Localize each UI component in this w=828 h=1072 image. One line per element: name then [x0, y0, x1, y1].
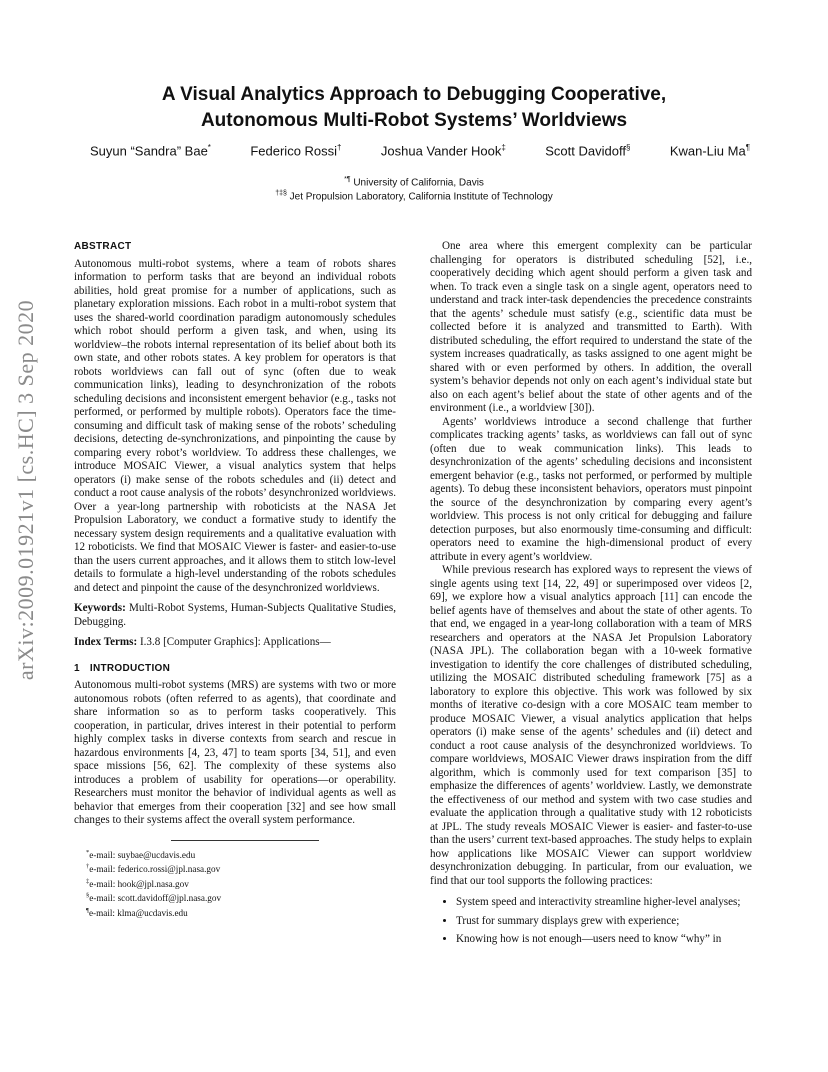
- footnote: ¶e-mail: klma@ucdavis.edu: [86, 907, 188, 919]
- author: Scott Davidoff§: [545, 143, 631, 159]
- affiliation-jpl: †‡§ Jet Propulsion Laboratory, California Institute of Technology: [275, 190, 553, 203]
- footnote: *e-mail: suybae@ucdavis.edu: [86, 848, 196, 860]
- list-item: • Trust for summary displays grew with experience;: [456, 915, 752, 929]
- left-column: [74, 240, 396, 920]
- abstract-heading: ABSTRACT: [74, 241, 132, 252]
- arxiv-sidebar-stamp: [6, 280, 46, 700]
- body-paragraph-distributed-scheduling: One area where this emergent complexity can be particular challenging for operators is distributed scheduling [52], i.e., cooperatively deciding which agent should perform a given task and when. To track even a single task on a single agent, operators need to understand and track inter-task dependencies the precedence constraints that the agents’ schedule must satisfy (e.g., scientific data must be collected before it is analyzed and transmitted to Earth). With distributed scheduling, the effort required to understand the state of the system increases quadratically, as tasks assigned to one agent might be shared with or even performed by others. In addition, the overall system’s behavior depends not only on each agent’s individual state but also on each agent’s belief about the state of other agents and of the environment (i.e., a worldview [30]).: [430, 240, 752, 414]
- author-list: [90, 143, 750, 158]
- footnote-divider: [171, 840, 319, 841]
- footnote: §e-mail: scott.davidoff@jpl.nasa.gov: [86, 892, 222, 904]
- list-item: • System speed and interactivity streamline higher-level analyses;: [456, 896, 752, 910]
- body-paragraph-visual-analytics: While previous research has explored ways to represent the views of single agents using text [14, 22, 49] or superimposed over videos [2, 69], we explore how a visual analytics approach [11] can encode the belief agents have of themselves and about the state of other agents. To that end, we engaged in a year-long collaboration with a team of MRS researchers and operators at the NASA Jet Propulsion Laboratory (NASA JPL). The collaboration began with a 10-week formative investigation to identify the core challenges of distributed scheduling, utilizing the MOSAIC distributed scheduling framework [75] as a laboratory to explore this objective. This work was followed by six months of iterative co-design with a core MOSAIC team member to produce MOSAIC Viewer, a visual analytics application that helps operators (i) make sense of the agents’ schedules and (ii) detect and conduct a root cause analysis of the desynchronized worldviews. To compare worldviews, MOSAIC Viewer draws inspiration from the diff algorithm, which is commonly used for text comparison [35] to emphasize the differences of agents’ worldview. Lastly, we demonstrate the effectiveness of our method and system with two case studies and evaluate the application through a qualitative study with 12 roboticists at JPL. The study reveals MOSAIC Viewer is easier- and faster-to-use than the users’ current text-based approaches. The study helps to explain how applications like MOSAIC Viewer can support worldview desynchronization debugging. In particular, from our evaluation, we find that our tool supports the following practices:: [430, 564, 752, 887]
- right-column: [430, 240, 752, 952]
- list-item: • Knowing how is not enough—users need to know “why” in: [456, 933, 752, 947]
- author: Federico Rossi†: [250, 143, 342, 159]
- body-paragraph-worldviews: Agents’ worldviews introduce a second challenge that further complicates tracking agents’ tasks, as worldviews can fall out of sync (often due to weak communication links). This leads to desynchronization of the agents’ scheduling decisions and inconsistent emergent behavior (e.g., tasks not performed, or performed by multiple agents). To debug these inconsistent behaviors, operators must pinpoint the source of the desynchronization by comparing every agent’s worldview. This process is not only critical for debugging and failure detection purposes, but also enormously time-consuming and difficult: operators need to examine the high-dimensional product of every attribute in every agent’s worldview.: [430, 415, 752, 563]
- footnote: †e-mail: federico.rossi@jpl.nasa.gov: [86, 863, 221, 875]
- introduction-heading: 1 INTRODUCTION: [74, 662, 171, 674]
- index-terms: Index Terms: I.3.8 [Computer Graphics]: Applications—: [74, 636, 331, 648]
- practices-list: [430, 896, 752, 947]
- affiliation-ucdavis: *¶ University of California, Davis: [344, 176, 484, 189]
- paper-title: [0, 82, 828, 134]
- abstract-text: Autonomous multi-robot systems, where a team of robots shares information to perform tasks that are beyond an individual robots abilities, hold great promise for a number of applications, such as planetary exploration missions. Each robot in a multi-robot system that uses the shared-world coordination paradigm autonomously schedules which robot should perform a given task, and when, using its worldview–the robots internal representation of its belief about both its own state, and other robots states. A key problem for operators is that robots worldviews can fall out of sync (often due to weak communication links), leading to desynchronization of the robots scheduling decisions and inconsistent emergent behavior (e.g., tasks not performed, or performed by multiple robots). Operators face the time-consuming and difficult task of making sense of the robots’ scheduling decisions, detecting de-synchronizations, and pinpointing the cause by comparing every robot’s worldview. To address these challenges, we introduce MOSAIC Viewer, a visual analytics system that helps operators (i) make sense of the robots schedules and (ii) detect and conduct a root cause analysis of the robots’ desynchronized worldviews. Over a year-long partnership with roboticists at the NASA Jet Propulsion Laboratory, we conduct a formative study to identify the necessary system design requirements and a qualitative evaluation with 12 roboticists. We find that MOSAIC Viewer is faster- and easier-to-use than the users current approaches, and it allows them to stitch low-level details to formulate a high-level understanding of the robots schedules and detect and pinpoint the cause of the desynchronized worldviews.: [74, 257, 396, 594]
- keywords: Keywords: Multi-Robot Systems, Human-Subjects Qualitative Studies, Debugging.: [74, 602, 396, 628]
- arxiv-identifier: arXiv:2009.01921v1 [cs.HC] 3 Sep 2020: [13, 299, 38, 681]
- footnotes: [74, 847, 396, 920]
- author: Kwan-Liu Ma¶: [669, 143, 750, 159]
- author: Joshua Vander Hook‡: [380, 143, 506, 159]
- introduction-paragraph-1: Autonomous multi-robot systems (MRS) are systems with two or more autonomous robots (often referred to as agents), that coordinate and share information so as to perform tasks cooperatively. This cooperation, in particular, drives interest in their potential to perform highly complex tasks in diverse contexts from search and rescue in hazardous environments [4, 23, 47] to team sports [34, 51], and even space missions [56, 62]. The complexity of these systems also introduces a problem of usability for operations—or operability. Researchers must monitor the behavior of individual agents as well as behavior that emerges from their cooperation [32] and see how small changes to their systems affect the overall system performance.: [74, 679, 396, 826]
- author: Suyun “Sandra” Bae*: [90, 143, 211, 159]
- title-line-2: Autonomous Multi-Robot Systems’ Worldviews: [200, 110, 628, 131]
- footnote: ‡e-mail: hook@jpl.nasa.gov: [86, 877, 189, 889]
- title-line-1: A Visual Analytics Approach to Debugging Cooperative,: [161, 84, 667, 105]
